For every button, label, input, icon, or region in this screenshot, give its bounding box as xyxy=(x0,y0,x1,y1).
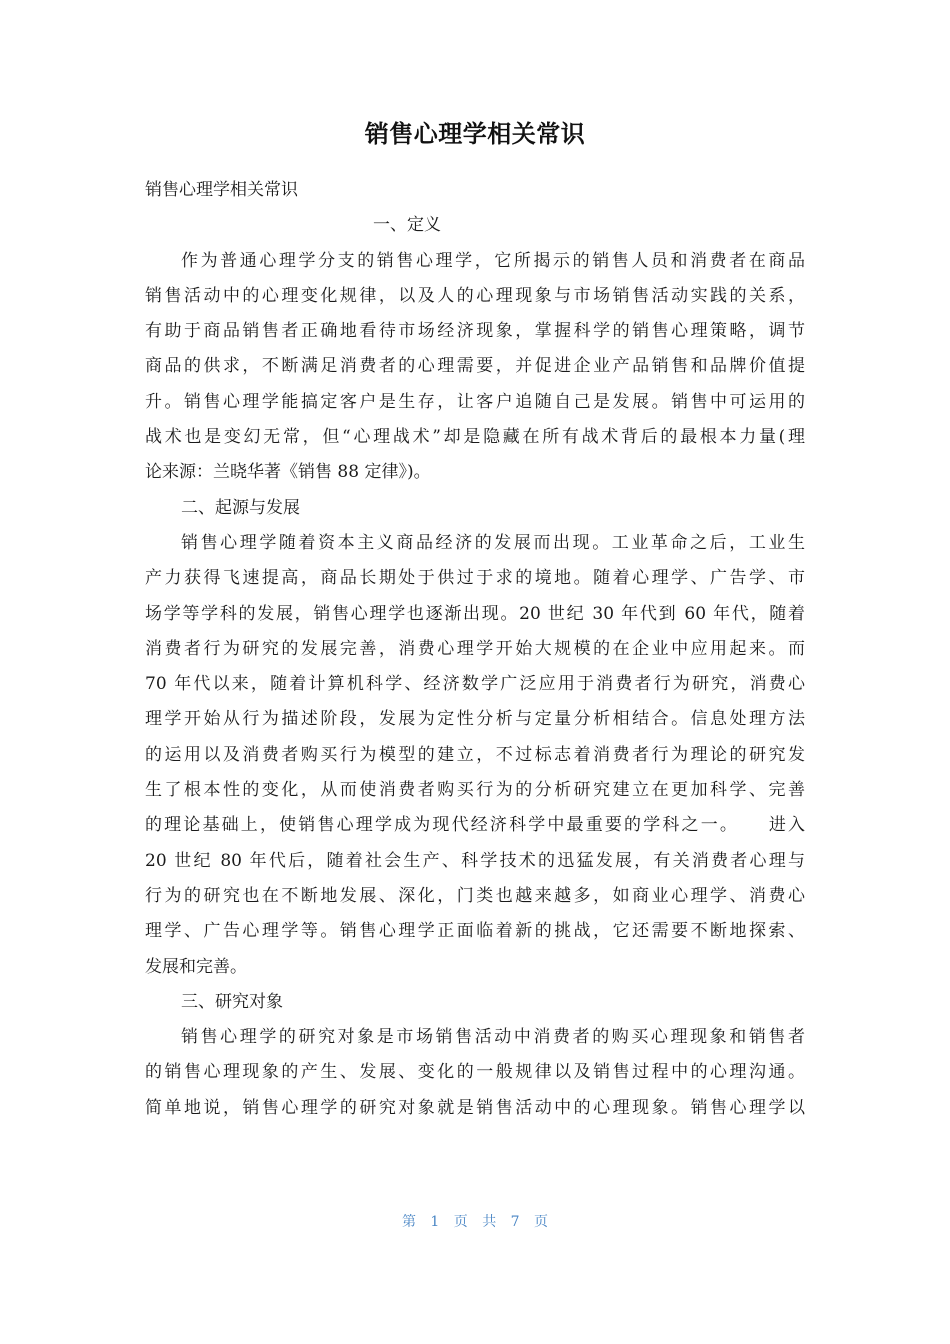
paragraph-line: 升。销售心理学能搞定客户是生存，让客户追随自己是发展。销售中可运用的 xyxy=(145,391,805,412)
paragraph-line: 战术也是变幻无常，但“心理战术”却是隐藏在所有战术背后的最根本力量(理 xyxy=(145,427,805,448)
paragraph-line: 行为的研究也在不断地发展、深化，门类也越来越多，如商业心理学、消费心 xyxy=(145,885,805,906)
paragraph-line: 场学等学科的发展，销售心理学也逐渐出现。20 世纪 30 年代到 60 年代，随着 xyxy=(145,603,805,624)
paragraph-line: 作为普通心理学分支的销售心理学，它所揭示的销售人员和消费者在商品 xyxy=(181,250,805,271)
paragraph-line: 20 世纪 80 年代后，随着社会生产、科学技术的迅猛发展，有关消费者心理与 xyxy=(145,850,805,871)
paragraph-line: 商品的供求，不断满足消费者的心理需要，并促进企业产品销售和品牌价值提 xyxy=(145,356,805,377)
section-heading-definition: 一、定义 xyxy=(373,215,441,236)
paragraph-line: 理学、广告心理学等。销售心理学正面临着新的挑战，它还需要不断地探索、 xyxy=(145,921,805,942)
footer-label-total: 页 共 xyxy=(453,1214,497,1230)
footer-current-page: 1 xyxy=(430,1214,440,1230)
subtitle: 销售心理学相关常识 xyxy=(145,180,298,200)
page-footer xyxy=(0,1206,950,1238)
footer-label-end: 页 xyxy=(534,1214,549,1230)
footer-label-page: 第 xyxy=(401,1214,416,1230)
paragraph-line: 产力获得飞速提高，商品长期处于供过于求的境地。随着心理学、广告学、市 xyxy=(145,568,805,589)
paragraph-line: 的理论基础上，使销售心理学成为现代经济科学中最重要的学科之一。 进入 xyxy=(145,815,805,836)
document-title: 销售心理学相关常识 xyxy=(364,120,586,148)
section-heading-origin: 二、起源与发展 xyxy=(181,497,300,518)
paragraph-line: 简单地说，销售心理学的研究对象就是销售活动中的心理现象。销售心理学以 xyxy=(145,1097,805,1118)
paragraph-line: 销售活动中的心理变化规律，以及人的心理现象与市场销售活动实践的关系， xyxy=(145,285,805,306)
paragraph-line: 销售心理学随着资本主义商品经济的发展而出现。工业革命之后，工业生 xyxy=(181,532,805,553)
paragraph-line: 的运用以及消费者购买行为模型的建立，不过标志着消费者行为理论的研究发 xyxy=(145,744,805,765)
paragraph-line: 70 年代以来，随着计算机科学、经济数学广泛应用于消费者行为研究，消费心 xyxy=(145,674,805,695)
footer-total-pages: 7 xyxy=(510,1214,520,1230)
section-heading-research-object: 三、研究对象 xyxy=(181,991,283,1012)
paragraph-line: 消费者行为研究的发展完善，消费心理学开始大规模的在企业中应用起来。而 xyxy=(145,638,805,659)
paragraph-line: 论来源：兰晓华著《销售 88 定律》)。 xyxy=(145,462,431,483)
document-body xyxy=(145,173,805,1126)
paragraph-line: 理学开始从行为描述阶段，发展为定性分析与定量分析相结合。信息处理方法 xyxy=(145,709,805,730)
paragraph-line: 发展和完善。 xyxy=(145,956,247,977)
paragraph-line: 的销售心理现象的产生、发展、变化的一般规律以及销售过程中的心理沟通。 xyxy=(145,1062,805,1083)
paragraph-line: 销售心理学的研究对象是市场销售活动中消费者的购买心理现象和销售者 xyxy=(181,1027,805,1048)
paragraph-line: 生了根本性的变化，从而使消费者购买行为的分析研究建立在更加科学、完善 xyxy=(145,780,805,801)
paragraph-line: 有助于商品销售者正确地看待市场经济现象，掌握科学的销售心理策略，调节 xyxy=(145,321,805,342)
